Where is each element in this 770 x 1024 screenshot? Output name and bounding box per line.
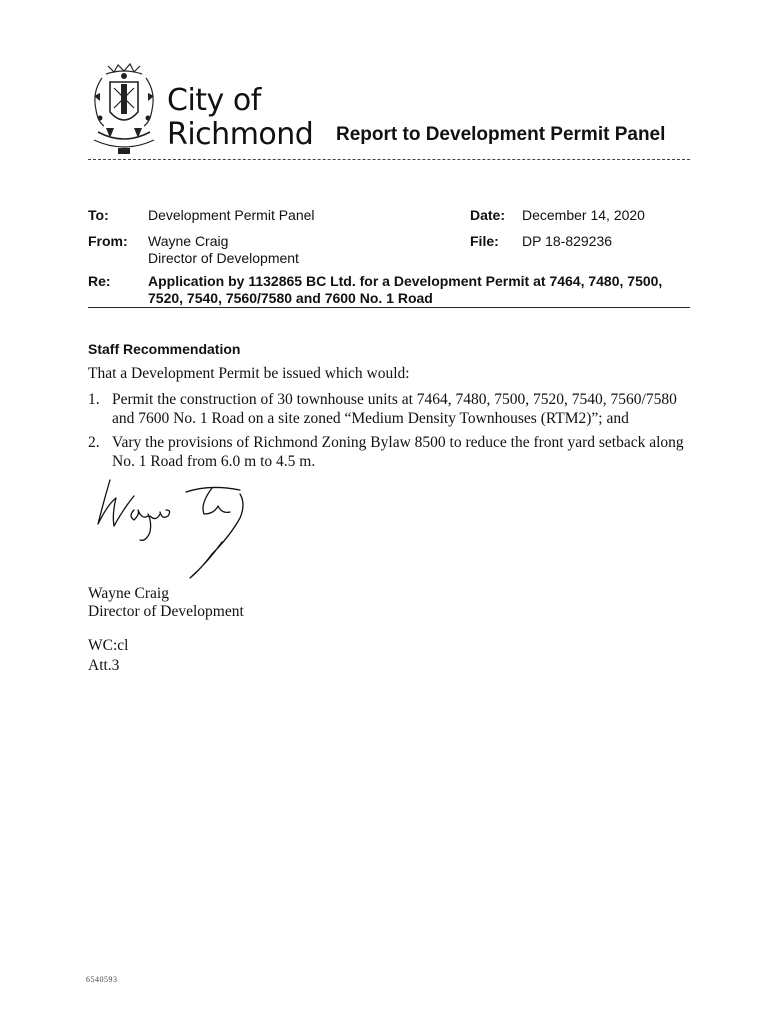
signatory-title: Director of Development — [88, 603, 244, 620]
date-value: December 14, 2020 — [522, 207, 645, 223]
from-label: From: — [88, 233, 128, 249]
handwritten-signature — [90, 470, 260, 588]
signatory-name: Wayne Craig — [88, 585, 169, 602]
file-value: DP 18-829236 — [522, 233, 613, 249]
list-item-number: 1. — [88, 391, 100, 408]
re-line1: Application by 1132865 BC Ltd. for a Development Permit at 7464, 7480, 7500, — [148, 273, 663, 289]
list-item-number: 2. — [88, 434, 100, 451]
report-title: Report to Development Permit Panel — [336, 124, 666, 145]
re-line2: 7520, 7540, 7560/7580 and 7600 No. 1 Road — [148, 290, 433, 306]
re-label: Re: — [88, 273, 111, 289]
document-code: 6540593 — [86, 975, 118, 984]
file-label: File: — [470, 233, 499, 249]
date-label: Date: — [470, 207, 506, 223]
from-title: Director of Development — [148, 250, 299, 266]
city-crest-logo — [88, 62, 160, 160]
reference-initials: WC:cl — [88, 637, 129, 654]
attachments-note: Att.3 — [88, 657, 120, 674]
list-item-line: and 7600 No. 1 Road on a site zoned “Medium Density Townhouses (RTM2)”; and — [112, 410, 629, 427]
list-item-line: No. 1 Road from 6.0 m to 4.5 m. — [112, 453, 316, 470]
staff-recommendation-heading: Staff Recommendation — [88, 341, 241, 357]
city-name-line2: Richmond — [167, 117, 314, 152]
list-item-line: Vary the provisions of Richmond Zoning Bylaw 8500 to reduce the front yard setback along — [112, 434, 684, 451]
city-name-line1: City of — [167, 83, 261, 118]
memo-divider — [88, 307, 690, 308]
from-name: Wayne Craig — [148, 233, 229, 249]
to-label: To: — [88, 207, 109, 223]
recommendation-intro: That a Development Permit be issued which would: — [88, 365, 410, 382]
list-item-line: Permit the construction of 30 townhouse units at 7464, 7480, 7500, 7520, 7540, 7560/7580 — [112, 391, 677, 408]
to-value: Development Permit Panel — [148, 207, 315, 223]
header-divider — [88, 159, 690, 160]
city-name — [167, 84, 313, 152]
